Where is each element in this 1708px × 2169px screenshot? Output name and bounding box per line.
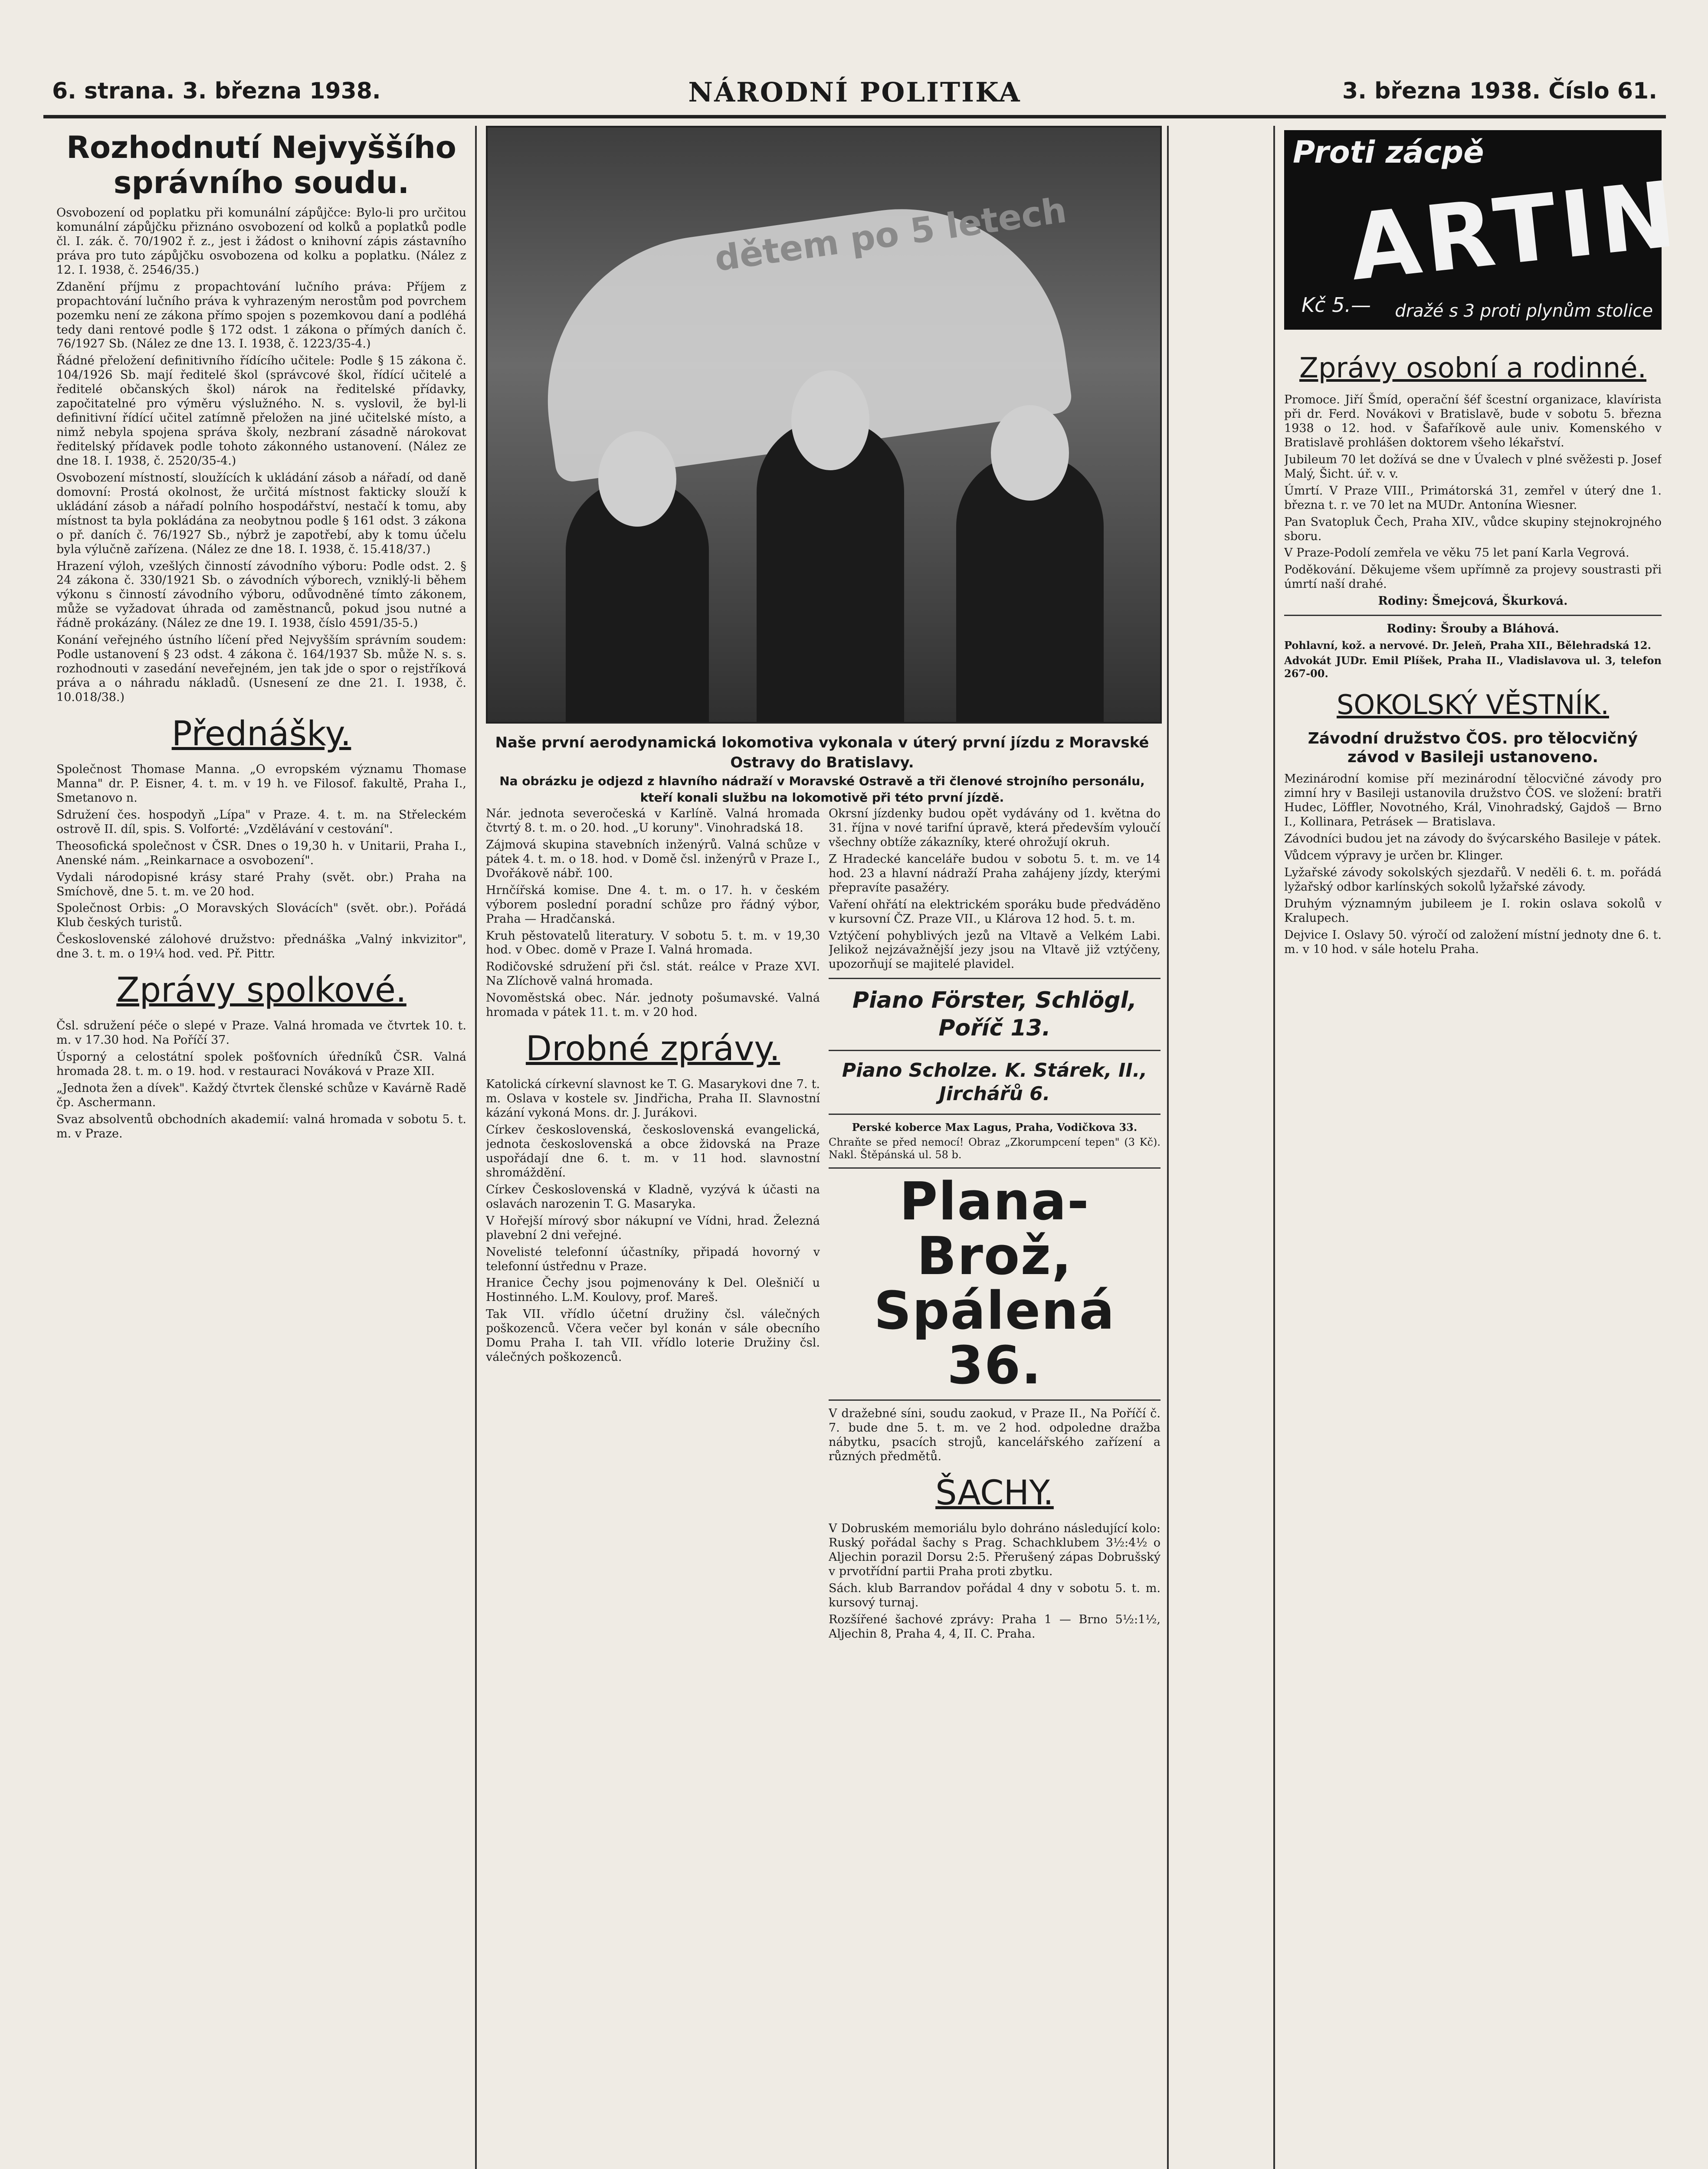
- association-item: Čsl. sdružení péče o slepé v Praze. Valná hromada ve čtvrtek 10. t. m. v 17.30 hod. Na Poříčí 37.: [56, 1019, 466, 1047]
- court-paragraph: Konání veřejného ústního líčení před Nejvyšším správním soudem: Podle ustanovení § 23 odst. 4 zákona č. 164/1937 Sb. může N. s. s. rozhodnouti v zasedání neveřejném, jen tak jde o spor o rejstříková práva a o náhradu nákladů. (Usnesení ze dne 21. I. 1938, č. 10.018/38.): [56, 633, 466, 704]
- ad-piano-forster: Piano Förster, Schlögl, Poříč 13.: [852, 987, 1137, 1041]
- brief-item: Církev Československá v Kladně, vyzývá k účasti na oslavách narozenin T. G. Masaryka.: [486, 1183, 820, 1211]
- personal-item: Promoce. Jiří Šmíd, operační šéf šcestní organizace, klavírista při dr. Ferd. Novákovi v Bratislavě, bude v sobotu 5. března 1938 o 12. hod. v Šafaříkově aule univ. Komenského v Bratislavě prohlášen doktorem všeho lékařství.: [1284, 393, 1662, 449]
- ad-artin-slogan: dražé s 3 proti plynům stolice: [1395, 301, 1653, 321]
- auction-notice: V dražebné síni, soudu zaokud, v Praze II., Na Poříčí č. 7. bude dne 5. t. m. ve 2 hod. odpoledne dražba nábytku, psacích strojů, kancelářského zařízení a různých předmětů.: [829, 1407, 1161, 1464]
- column-divider: [1167, 126, 1169, 2169]
- court-paragraph: Osvobození místností, sloužících k ukládání zásob a nářadí, od daně domovní: Prostá okolnost, že určitá místnost fakticky slouží k ukládání zásob a nářadí polního hospodářství, nestačí k tomu, aby místnost ta byla pokládána za neobytnou podle § 161 odst. 3 zákona o př. daních č. 76/1927 Sb., nýbrž je zapotřebí, aby k tomu účelu byla výlučně zařízena. (Nález ze dne 18. I. 1938, č. 15.418/37.): [56, 471, 466, 556]
- caption-main: Naše první aerodynamická lokomotiva vykonala v úterý první jízdu z Moravské Ostravy do Bratislavy.: [495, 734, 1149, 771]
- personal-item: V Praze-Podolí zemřela ve věku 75 let paní Karla Vegrová.: [1284, 546, 1629, 560]
- sokol-title: SOKOLSKÝ VĚSTNÍK.: [1337, 688, 1609, 721]
- brief-item: Církev československá, československá evangelická, jednota československá a obce židovská na Praze uspořádají dne 6. t. m. v 11 hod. slavnostní shromáždění.: [486, 1123, 820, 1180]
- classified-ad: Rodiny: Šrouby a Bláhová.: [1387, 622, 1559, 636]
- column-1: [56, 130, 466, 2169]
- divider: [829, 1114, 1161, 1115]
- lecture-item: Společnost Orbis: „O Moravských Slovácích" (svět. obr.). Pořádá Klub českých turistů.: [56, 901, 466, 930]
- lecture-item: Sdružení čes. hospodyň „Lípa" v Praze. 4. t. m. na Střeleckém ostrově II. díl, spis. S. Volforté: „Vzdělávání v cestování".: [56, 808, 466, 836]
- sokol-item: Závodníci budou jet na závody do švýcarského Basileje v pátek.: [1284, 832, 1661, 846]
- page-header: [52, 74, 1657, 113]
- column-3: [829, 807, 1161, 2169]
- sokol-item: Lyžařské závody sokolských sjezdařů. V neděli 6. t. m. pořádá lyžařský odbor karlínských sokolů lyžařské závody.: [1284, 866, 1662, 894]
- divider: [829, 978, 1161, 979]
- chess-title: ŠACHY.: [935, 1474, 1054, 1513]
- ad-book: Chraňte se před nemocí! Obraz „Zkorumpcení tepen" (3 Kč). Nakl. Štěpánská ul. 58 b.: [829, 1136, 1161, 1161]
- brief-item: V Hořejší mírový sbor nákupní ve Vídni, hrad. Železná plavební 2 dni veřejné.: [486, 1214, 820, 1242]
- chess-item: V Dobruském memoriálu bylo dohráno následující kolo: Ruský pořádal šachy s Prag. Schachklubem 3½:4½ o Aljechin porazil Dorsu 2:5. Přerušený zápas Dobrušský v prvotřídní partii Praha proti zbytku.: [829, 1522, 1161, 1579]
- chess-item: Sách. klub Barrandov pořádal 4 dny v sobotu 5. t. m. kursový turnaj.: [829, 1581, 1161, 1609]
- notice-item: Rodičovské sdružení při čsl. stát. reálce v Praze XVI. Na Zlíchově valná hromada.: [486, 960, 820, 988]
- lecture-item: Vydali národopisné krásy staré Prahy (svět. obr.) Praha na Smíchově, dne 5. t. m. ve 20 hod.: [56, 870, 466, 898]
- brief-item: Katolická církevní slavnost ke T. G. Masarykovi dne 7. t. m. Oslava v kostele sv. Jindřicha, Praha II. Slavnostní kázání vykoná Mons. dr. J. Jurákovi.: [486, 1078, 820, 1120]
- ad-artin-brand: ARTIN: [1344, 161, 1685, 301]
- court-paragraph: Hrazení výloh, vzešlých činností závodního výboru: Podle odst. 2. § 24 zákona č. 330/1921 Sb. o závodních výborech, vzniklý-li během výkonu s činností závodního výboru, odůvodněné tímto zákonem, může se vyžadovat úhrada od zaměstnanců, pokud jsou nutné a řádně prokázány. (Nález ze dne 19. I. 1938, číslo 4591/35-5.): [56, 559, 466, 630]
- ad-artin: [1284, 130, 1685, 330]
- header-right: 3. března 1938. Číslo 61.: [1342, 78, 1657, 104]
- lecture-item: Československé zálohové družstvo: přednáška „Valný inkvizitor", dne 3. t. m. o 19¼ hod. ved. Př. Pittr.: [56, 933, 466, 961]
- personal-item: Rodiny: Šmejcová, Škurková.: [1378, 594, 1568, 608]
- chess-item: Rozšířené šachové zprávy: Praha 1 — Brno 5½:1½, Aljechin 8, Praha 4, 4, II. C. Praha.: [829, 1612, 1161, 1641]
- ad-plana-broz: Plana-Brož, Spálená 36.: [874, 1172, 1115, 1396]
- divider: [829, 1167, 1161, 1169]
- personal-item: Poděkování. Děkujeme všem upřímně za projevy soustrasti při úmrtí naší drahé.: [1284, 563, 1662, 591]
- masthead: NÁRODNÍ POLITIKA: [688, 76, 1021, 108]
- court-paragraph: Řádné přeložení definitivního řídícího učitele: Podle § 15 zákona č. 104/1926 Sb. mají ředitelé škol (správcové škol, řídící učitelé a ředitelé občanských škol) nárok na ředitelské přídavky, započitatelné pro výměru výslužného. N. s. vyslovil, že byl-li definitivní řídící učitel zatímně přeložen na jiné učitelské místo, a nimž nebyla spojena správa školy, nezbraní zásadně nárokovat ředitelský přídavek podle tohoto zákonného ustanovení. (Nález ze dne 18. I. 1938, č. 2520/35-4.): [56, 354, 466, 468]
- lecture-item: Společnost Thomase Manna. „O evropském významu Thomase Manna" dr. P. Eisner, 4. t. m. v 19 h. ve Filosof. fakultě, Praha I., Smetanovo n.: [56, 763, 466, 805]
- header-left: 6. strana. 3. března 1938.: [52, 78, 381, 104]
- associations-title: Zprávy spolkové.: [116, 971, 407, 1010]
- divider: [829, 1399, 1161, 1401]
- sokol-item: Dejvice I. Oslavy 50. výročí od založení místní jednoty dne 6. t. m. v 10 hod. v sále hotelu Praha.: [1284, 928, 1662, 956]
- divider: [1284, 615, 1662, 616]
- association-item: „Jednota žen a dívek". Každý čtvrtek členské schůze v Kavárně Radě čp. Aschermann.: [56, 1081, 466, 1110]
- notice-item: Hrnčířská komise. Dne 4. t. m. o 17. h. v českém výborem poslední poradní schůze pro řádný výbor, Praha — Hradčanská.: [486, 883, 820, 926]
- sokol-item: Vůdcem výpravy je určen br. Klinger.: [1284, 849, 1503, 863]
- person-face: [991, 405, 1069, 501]
- caption-sub: Na obrázku je odjezd z hlavního nádraží v Moravské Ostravě a tři členové strojního personálu, kteří konali službu na lokomotivě při této první jízdě.: [499, 773, 1145, 805]
- brief-item: Novelisté telefonní účastníky, připadá hovorný v telefonní ústřednu v Praze.: [486, 1245, 820, 1273]
- column-divider: [475, 126, 477, 2169]
- notice-item: Nár. jednota severočeská v Karlíně. Valná hromada čtvrtý 8. t. m. o 20. hod. „U koruny". Vinohradská 18.: [486, 807, 820, 835]
- ad-carpets: Perské koberce Max Lagus, Praha, Vodičkova 33.: [852, 1121, 1138, 1134]
- locomotive-photo: [486, 126, 1162, 724]
- court-paragraph: Osvobození od poplatku při komunální zápůjčce: Bylo-li pro určitou komunální zápůjčku přiznáno osvobození od kolků a poplatků podle čl. I. zák. č. 70/1902 ř. z., jest i žádost o knihovní zápis zástavního práva pro tuto zápůjčku osvobozena od kolku a poplatku. (Nález z 12. I. 1938, č. 2546/35.): [56, 206, 466, 277]
- notice-item: Z Hradecké kanceláře budou v sobotu 5. t. m. ve 14 hod. 23 a hlavní nádraží Praha zahájeny jízdy, kterými přepravíte pasažéry.: [829, 852, 1161, 894]
- header-rule: [43, 115, 1666, 118]
- personal-item: Úmrtí. V Praze VIII., Primátorská 31, zemřel v úterý dne 1. března t. r. ve 70 let na MUDr. Antonína Wiesner.: [1284, 484, 1662, 512]
- court-paragraph: Zdanění příjmu z propachtování lučního práva: Příjem z propachtování lučního práva k vyhrazeným nerostům pod povrchem pozemku není ze zákona přímo spojen s pozemkovou daní a podléhá tedy dani rentové podle § 172 odst. 1 zákona o přímých daních č. 76/1927 Sb. (Nález ze dne 13. I. 1938, č. 1223/35-4.): [56, 280, 466, 351]
- sokol-item: Mezinárodní komise pří mezinárodní tělocvičné závody pro zimní hry v Basileji ustanovila družstvo ČOS. ve složení: bratři Hudec, Löffler, Novotného, Král, Vinohradský, Gajdoš — Brno I., Kollinara, Petrásek — Bratislava.: [1284, 772, 1662, 829]
- column-4: [1284, 343, 1662, 2169]
- ad-artin-tagline: Proti zácpě: [1293, 134, 1484, 170]
- classified-ad: Advokát JUDr. Emil Plíšek, Praha II., Vladislavova ul. 3, telefon 267-00.: [1284, 654, 1662, 680]
- person-face: [598, 431, 676, 527]
- brief-item: Hranice Čechy jsou pojmenovány k Del. Olešničí u Hostinného. L.M. Koulovy, prof. Mareš.: [486, 1276, 820, 1304]
- ad-artin-price: Kč 5.—: [1301, 293, 1371, 317]
- classified-ad: Pohlavní, kož. a nervové. Dr. Jeleň, Praha XII., Bělehradská 12.: [1284, 639, 1651, 652]
- sokol-item: Druhým významným jubileem je I. rokin oslava sokolů v Kralupech.: [1284, 897, 1662, 925]
- brief-news-title: Drobné zprávy.: [525, 1029, 780, 1069]
- personal-item: Pan Svatopluk Čech, Praha XIV., vůdce skupiny stejnokrojného sboru.: [1284, 515, 1662, 543]
- column-divider: [1273, 126, 1275, 2169]
- locomotive-label: dětem po 5 letech: [712, 190, 1069, 279]
- lectures-title: Přednášky.: [171, 714, 351, 754]
- brief-item: Tak VII. vřídlo účetní družiny čsl. válečných poškozenců. Včera večer byl konán v sále obecního Domu Praha I. tah VII. vřídlo loterie Družiny čsl. válečných poškozenců.: [486, 1307, 820, 1364]
- sokol-subtitle: Závodní družstvo ČOS. pro tělocvičný závod v Basileji ustanoveno.: [1308, 729, 1638, 767]
- court-title: Rozhodnutí Nejvyššího správního soudu.: [66, 130, 456, 200]
- divider: [829, 1050, 1161, 1051]
- notice-item: Novoměstská obec. Nár. jednoty pošumavské. Valná hromada v pátek 11. t. m. v 20 hod.: [486, 991, 820, 1019]
- notice-item: Okrsní jízdenky budou opět vydávány od 1. května do 31. října v nové tarifní úpravě, která především vyloučí všechny obtíže zákazníky, které ohrožují okruh.: [829, 807, 1161, 849]
- notice-item: Kruh pěstovatelů literatury. V sobotu 5. t. m. v 19,30 hod. v Obec. domě v Praze I. Valná hromada.: [486, 929, 820, 957]
- column-2: [486, 807, 820, 2169]
- association-item: Úsporný a celostátní spolek pošťovních úředníků ČSR. Valná hromada 28. t. m. o 19. hod. v restauraci Nováková v Praze XII.: [56, 1050, 466, 1078]
- personal-item: Jubileum 70 let dožívá se dne v Úvalech v plné svěžesti p. Josef Malý, Šicht. úř. v. v.: [1284, 452, 1662, 481]
- lecture-item: Theosofická společnost v ČSR. Dnes o 19,30 h. v Unitarii, Praha I., Anenské nám. „Reinkarnace a osvobození".: [56, 839, 466, 867]
- photo-caption: [490, 733, 1154, 806]
- personal-news-title: Zprávy osobní a rodinné.: [1299, 352, 1646, 384]
- ad-piano-scholze: Piano Scholze. K. Stárek, II., Jirchářů 6.: [842, 1059, 1147, 1105]
- notice-item: Zájmová skupina stavebních inženýrů. Valná schůze v pátek 4. t. m. o 18. hod. v Domě čsl. inženýrů v Praze I., Dvořákově nábř. 100.: [486, 838, 820, 880]
- association-item: Svaz absolventů obchodních akademií: valná hromada v sobotu 5. t. m. v Praze.: [56, 1113, 466, 1140]
- notice-item: Vztýčení pohyblivých jezů na Vltavě a Velkém Labi. Jelikož nejzávažnější jezy jsou na Vltavě již vztýčeny, upozorňují se majitelé plavidel.: [829, 929, 1161, 971]
- person-face: [791, 370, 869, 470]
- notice-item: Vaření ohřátí na elektrickém sporáku bude předváděno v kursovní ČZ. Praze VII., u Klárova 12 hod. 5. t. m.: [829, 898, 1161, 926]
